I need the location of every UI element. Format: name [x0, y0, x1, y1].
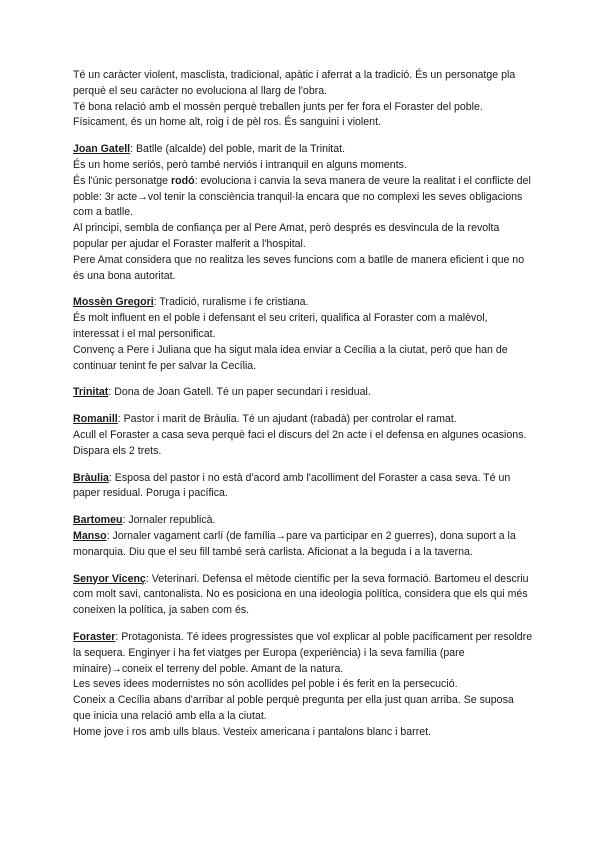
character-heading [73, 513, 533, 529]
character-foraster [73, 630, 533, 741]
character-description: : Jornaler vagament carlí (de família→pare va participar en 2 guerres), dona suport a la monarquia. Diu que el seu fill també serà carlista. Aficionat a la beguda i a la taverna. [73, 529, 516, 558]
character-line: És l'únic personatge rodó: evoluciona i canvia la seva manera de veure la realitat i el conflicte del poble: 3r acte→vol tenir la consciència tranquil·la encara que no complexi les seves obligacions com a batlle. [73, 174, 531, 219]
character-description: : Esposa del pastor i no està d'acord amb l'acolliment del Foraster a casa seva. Té un paper residual. Poruga i pacífica. [73, 471, 511, 500]
character-name: Romanill [73, 413, 118, 426]
character-description: : Tradició, ruralisme i fe cristiana. [153, 296, 309, 309]
character-trinitat [73, 385, 533, 401]
character-description: : Dona de Joan Gatell. Té un paper secundari i residual. [108, 386, 371, 399]
character-name: Bartomeu [73, 514, 123, 527]
character-name: Mossèn Gregori [73, 296, 154, 309]
intro-block [73, 68, 533, 131]
character-line: Acull el Foraster a casa seva perquè faci el discurs del 2n acte i el defensa en algunes ocasions. Dispara els 2 trets. [73, 428, 527, 457]
character-heading [73, 295, 533, 311]
character-heading [73, 529, 533, 561]
character-description: : Batlle (alcalde) del poble, marit de la Trinitat. [130, 143, 346, 156]
character-name: Manso [73, 529, 107, 542]
character-line: Les seves idees modernistes no són acollides pel poble i és ferit en la persecució. [73, 678, 458, 691]
character-heading [73, 471, 533, 503]
document-body [73, 68, 533, 751]
character-romanill [73, 412, 533, 459]
character-senyor-vicenc [73, 572, 533, 619]
character-heading [73, 385, 533, 401]
character-name: Joan Gatell [73, 143, 131, 156]
character-name: Trinitat [73, 386, 109, 399]
character-line: Al principi, sembla de confiança per al Pere Amat, però després es desvincula de la revolta popular per ajudar el Foraster malferit a l'hospital. [73, 222, 500, 250]
keyword-rodo: rodó [171, 174, 195, 187]
character-line: Convenç a Pere i Juliana que ha sigut mala idea enviar a Cecília a la ciutat, però que han de continuar tenint fe per salvar la Cecília. [73, 343, 508, 372]
character-line: Home jove i ros amb ulls blaus. Vesteix americana i pantalons blanc i barret. [73, 725, 432, 738]
character-name: Senyor Vicenç [73, 572, 146, 585]
character-joan-gatell [73, 142, 533, 284]
character-line: Pere Amat considera que no realitza les seves funcions com a batlle de manera eficient i que no és una bona autoritat. [73, 253, 525, 282]
character-heading [73, 412, 533, 428]
character-description: : Veterinari. Defensa el mètode científic per la seva formació. Bartomeu el descriu com molt savi, cantonalista. No es posiciona en una ideologia política, considera que els qui més coneixen la política, ja saben com és. [73, 572, 529, 617]
intro-line: Té bona relació amb el mossèn perquè treballen junts per fer fora el Foraster del poble. [73, 100, 483, 113]
character-heading [73, 630, 533, 677]
intro-line: Té un caràcter violent, masclista, tradicional, apàtic i aferrat a la tradició. És un personatge pla perquè el seu caràcter no evoluciona al llarg de l'obra. [73, 69, 516, 97]
character-line: És un home seriós, però també nerviós i intranquil en alguns moments. [73, 158, 407, 171]
character-description: : Jornaler republicà. [122, 514, 216, 527]
character-mossen-gregori [73, 295, 533, 374]
character-description: : Pastor i marit de Bràulia. Té un ajudant (rabadà) per controlar el ramat. [117, 413, 457, 426]
character-name: Foraster [73, 630, 116, 643]
character-heading [73, 572, 533, 619]
character-bartomeu-manso [73, 513, 533, 560]
intro-line: Físicament, és un home alt, roig i de pèl ros. És sanguini i violent. [73, 116, 381, 129]
character-description: : Protagonista. Té idees progressistes que vol explicar al poble pacíficament per resoldre la sequera. Enginyer i ha fet viatges per Europa (experiència) i la seva família (pare minaire)→coneix el terreny del poble. Amant de la natura. [73, 630, 533, 675]
character-line: Coneix a Cecília abans d'arribar al poble perquè pregunta per ella just quan arriba. Se suposa que inicia una relació amb ella a la ciutat. [73, 694, 514, 722]
character-braulia [73, 471, 533, 503]
character-heading [73, 142, 533, 158]
character-line: És molt influent en el poble i defensant el seu criteri, qualifica al Foraster com a malèvol, interessat i el mal personificat. [73, 312, 488, 340]
character-name: Bràulia [73, 471, 109, 484]
